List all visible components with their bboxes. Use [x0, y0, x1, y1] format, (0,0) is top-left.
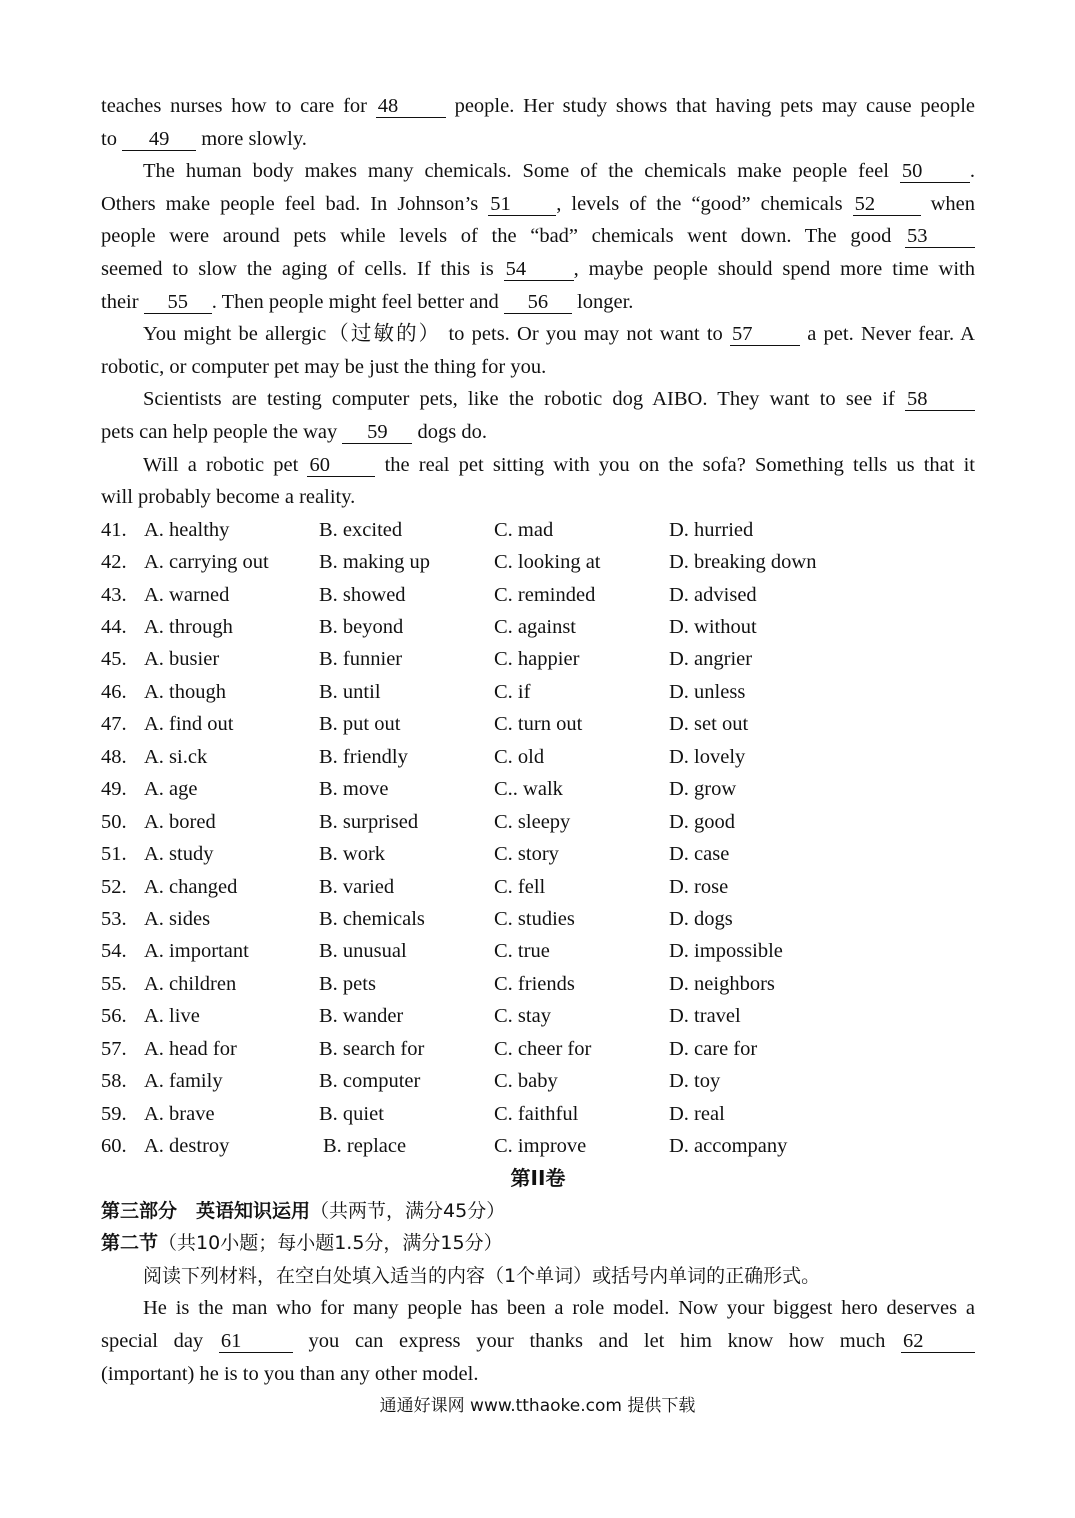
- text: when: [920, 192, 976, 215]
- option-b: B. surprised: [319, 810, 419, 833]
- option-d: D. angrier: [669, 648, 753, 671]
- blank-53: 53: [905, 225, 975, 248]
- passage-line: He is the man who for many people has been a role model. Now your biggest hero deserves a: [143, 1297, 975, 1320]
- option-c: C. story: [494, 843, 559, 866]
- option-d: D. grow: [669, 778, 737, 801]
- option-a: A. live: [144, 1005, 200, 1028]
- passage-line: [101, 318, 975, 351]
- option-c: C. friends: [494, 972, 575, 995]
- passage-line: [101, 383, 975, 416]
- option-a: A. though: [144, 680, 226, 703]
- option-a: A. bored: [144, 810, 216, 833]
- option-c: C. sleepy: [494, 810, 571, 833]
- option-b: B. put out: [319, 713, 401, 736]
- option-c: C. looking at: [494, 551, 601, 574]
- option-d: D. travel: [669, 1005, 741, 1028]
- option-b: B. replace: [323, 1135, 407, 1158]
- text: , maybe people should spend more time with: [573, 257, 975, 280]
- question-number: 59.: [101, 1102, 127, 1125]
- blank-51: 51: [488, 193, 556, 216]
- text: special day: [101, 1330, 219, 1353]
- option-c: C. improve: [494, 1135, 587, 1158]
- option-b: B. chemicals: [319, 907, 425, 930]
- option-b: B. beyond: [319, 616, 404, 639]
- option-a: A. children: [144, 972, 237, 995]
- text: The human body makes many chemicals. Some of the chemicals make people feel: [143, 160, 900, 183]
- blank-62: 62: [901, 1330, 975, 1353]
- passage-line: [101, 220, 975, 253]
- question-number: 44.: [101, 616, 127, 639]
- text: Others make people feel bad. In Johnson’s: [101, 192, 489, 215]
- option-d: D. rose: [669, 875, 729, 898]
- text: people were around pets while levels of the “bad” chemicals went down. The good: [101, 225, 905, 248]
- option-c: C. against: [494, 616, 576, 639]
- option-a: A. brave: [144, 1102, 215, 1125]
- option-row: [101, 546, 975, 578]
- question-number: 50.: [101, 810, 127, 833]
- option-c: C. turn out: [494, 713, 583, 736]
- document-page: [101, 90, 975, 1390]
- option-row: [101, 708, 975, 740]
- option-d: D. dogs: [669, 907, 733, 930]
- blank-48: 48: [376, 95, 446, 118]
- option-c: C. stay: [494, 1005, 551, 1028]
- option-a: A. destroy: [144, 1135, 230, 1158]
- passage-line: [101, 188, 975, 221]
- option-row: [101, 968, 975, 1000]
- question-number: 60.: [101, 1135, 127, 1158]
- option-d: D. without: [669, 616, 757, 639]
- option-b: B. friendly: [319, 745, 408, 768]
- option-a: A. head for: [144, 1037, 237, 1060]
- option-d: D. neighbors: [669, 972, 775, 995]
- blank-50: 50: [900, 160, 970, 183]
- option-a: A. warned: [144, 583, 230, 606]
- text: the real pet sitting with you on the sofa? Something tells us that it: [375, 453, 975, 476]
- option-d: D. case: [669, 843, 730, 866]
- passage-line: [101, 286, 975, 319]
- option-row: [101, 773, 975, 805]
- option-a: A. family: [144, 1070, 223, 1093]
- passage-line: robotic, or computer pet may be just the thing for you.: [101, 355, 547, 378]
- option-row: [101, 514, 975, 546]
- blank-56: 56: [504, 291, 572, 314]
- question-number: 46.: [101, 680, 127, 703]
- option-b: B. unusual: [319, 940, 407, 963]
- footer-source: 通通好课网 www.tthaoke.com 提供下载: [379, 1396, 696, 1416]
- question-number: 41.: [101, 518, 127, 541]
- option-row: [101, 741, 975, 773]
- question-number: 42.: [101, 551, 127, 574]
- blank-61: 61: [219, 1330, 293, 1353]
- question-number: 57.: [101, 1037, 127, 1060]
- text: their: [101, 290, 144, 313]
- option-b: B. pets: [319, 972, 376, 995]
- option-c: C.. walk: [494, 778, 563, 801]
- option-c: C. studies: [494, 907, 575, 930]
- option-d: D. breaking down: [669, 551, 817, 574]
- option-b: B. search for: [319, 1037, 425, 1060]
- option-b: B. until: [319, 680, 381, 703]
- text: people. Her study shows that having pets may cause people: [445, 95, 975, 117]
- option-row: [101, 1033, 975, 1065]
- blank-55: 55: [144, 291, 212, 314]
- blank-54: 54: [504, 258, 574, 281]
- question-number: 47.: [101, 713, 127, 736]
- passage-line: [101, 416, 975, 449]
- blank-58: 58: [905, 388, 975, 411]
- options-list: [101, 514, 975, 1163]
- option-c: C. reminded: [494, 583, 596, 606]
- part-title: 第三部分 英语知识运用: [101, 1199, 311, 1222]
- passage-line: [101, 90, 975, 123]
- option-a: A. healthy: [144, 518, 230, 541]
- option-c: C. happier: [494, 648, 580, 671]
- text: to: [101, 127, 123, 150]
- section-title: 第二节: [101, 1232, 159, 1255]
- option-row: [101, 806, 975, 838]
- option-c: C. true: [494, 940, 550, 963]
- option-d: D. unless: [669, 680, 746, 703]
- passage-line: [101, 1325, 975, 1358]
- passage-line: will probably become a reality.: [101, 486, 356, 509]
- option-row: [101, 1098, 975, 1130]
- option-d: D. lovely: [669, 745, 746, 768]
- option-row: [101, 579, 975, 611]
- option-row: [101, 1065, 975, 1097]
- option-b: B. making up: [319, 551, 431, 574]
- option-d: D. care for: [669, 1037, 758, 1060]
- blank-52: 52: [853, 193, 921, 216]
- question-number: 48.: [101, 745, 127, 768]
- option-d: D. good: [669, 810, 736, 833]
- text: pets can help people the way: [101, 420, 343, 443]
- option-b: B. funnier: [319, 648, 403, 671]
- option-row: [101, 1130, 975, 1162]
- option-c: C. fell: [494, 875, 546, 898]
- option-a: A. carrying out: [144, 551, 269, 574]
- option-b: B. showed: [319, 583, 406, 606]
- option-row: [101, 611, 975, 643]
- passage-line: [101, 449, 975, 482]
- option-c: C. old: [494, 745, 545, 768]
- option-a: A. study: [144, 843, 214, 866]
- option-row: [101, 1000, 975, 1032]
- option-a: A. through: [144, 616, 233, 639]
- text: longer.: [571, 290, 634, 313]
- text: .: [969, 160, 975, 183]
- blank-59: 59: [342, 421, 412, 444]
- passage-line: (important) he is to you than any other model.: [101, 1362, 479, 1385]
- option-row: [101, 903, 975, 935]
- option-a: A. changed: [144, 875, 238, 898]
- option-row: [101, 935, 975, 967]
- text: You might be allergic（过敏的） to pets. Or you may not want to: [143, 323, 731, 346]
- option-b: B. computer: [319, 1070, 421, 1093]
- question-number: 45.: [101, 648, 127, 671]
- option-d: D. accompany: [669, 1135, 788, 1158]
- text: , levels of the “good” chemicals: [556, 192, 853, 215]
- text: Scientists are testing computer pets, like the robotic dog AIBO. They want to see if: [143, 388, 905, 411]
- option-c: C. if: [494, 680, 531, 703]
- question-number: 55.: [101, 972, 127, 995]
- option-b: B. wander: [319, 1005, 404, 1028]
- question-number: 53.: [101, 907, 127, 930]
- section-heading: [101, 1227, 975, 1260]
- option-b: B. work: [319, 843, 386, 866]
- text: . Then people might feel better and: [211, 290, 504, 313]
- option-row: [101, 838, 975, 870]
- option-row: [101, 676, 975, 708]
- option-a: A. si.ck: [144, 745, 208, 768]
- passage-line: [101, 123, 975, 156]
- question-number: 52.: [101, 875, 127, 898]
- question-number: 58.: [101, 1070, 127, 1093]
- option-a: A. important: [144, 940, 249, 963]
- text: seemed to slow the aging of cells. If this is: [101, 257, 504, 280]
- text: you can express your thanks and let him know how much: [292, 1330, 902, 1353]
- option-d: D. real: [669, 1102, 725, 1125]
- blank-49: 49: [122, 128, 196, 151]
- section-note: （共10小题；每小题1.5分，满分15分）: [158, 1232, 503, 1255]
- question-number: 51.: [101, 843, 127, 866]
- option-row: [101, 643, 975, 675]
- part-note: （共两节，满分45分）: [310, 1199, 506, 1222]
- passage-line: [101, 253, 975, 286]
- question-number: 54.: [101, 940, 127, 963]
- option-d: D. set out: [669, 713, 749, 736]
- option-d: D. toy: [669, 1070, 721, 1093]
- question-number: 56.: [101, 1005, 127, 1028]
- option-a: A. sides: [144, 907, 211, 930]
- text: teaches nurses how to care for: [101, 95, 376, 117]
- option-c: C. baby: [494, 1070, 558, 1093]
- option-b: B. move: [319, 778, 389, 801]
- option-a: A. busier: [144, 648, 220, 671]
- option-b: B. quiet: [319, 1102, 384, 1125]
- option-d: D. hurried: [669, 518, 754, 541]
- instruction: 阅读下列材料，在空白处填入适当的内容（1个单词）或括号内单词的正确形式。: [143, 1264, 821, 1287]
- text: Will a robotic pet: [143, 453, 308, 476]
- text: dogs do.: [412, 420, 487, 443]
- volume-title: 第II卷: [510, 1166, 566, 1191]
- option-d: D. advised: [669, 583, 757, 606]
- option-a: A. find out: [144, 713, 234, 736]
- option-a: A. age: [144, 778, 198, 801]
- question-number: 49.: [101, 778, 127, 801]
- blank-57: 57: [730, 323, 800, 346]
- option-c: C. cheer for: [494, 1037, 592, 1060]
- passage-line: [101, 155, 975, 188]
- option-c: C. faithful: [494, 1102, 579, 1125]
- text: a pet. Never fear. A: [800, 323, 975, 346]
- option-c: C. mad: [494, 518, 554, 541]
- part-heading: [101, 1195, 975, 1228]
- option-b: B. varied: [319, 875, 395, 898]
- option-d: D. impossible: [669, 940, 783, 963]
- blank-60: 60: [307, 454, 375, 477]
- text: more slowly.: [196, 127, 307, 150]
- option-b: B. excited: [319, 518, 403, 541]
- question-number: 43.: [101, 583, 127, 606]
- option-row: [101, 871, 975, 903]
